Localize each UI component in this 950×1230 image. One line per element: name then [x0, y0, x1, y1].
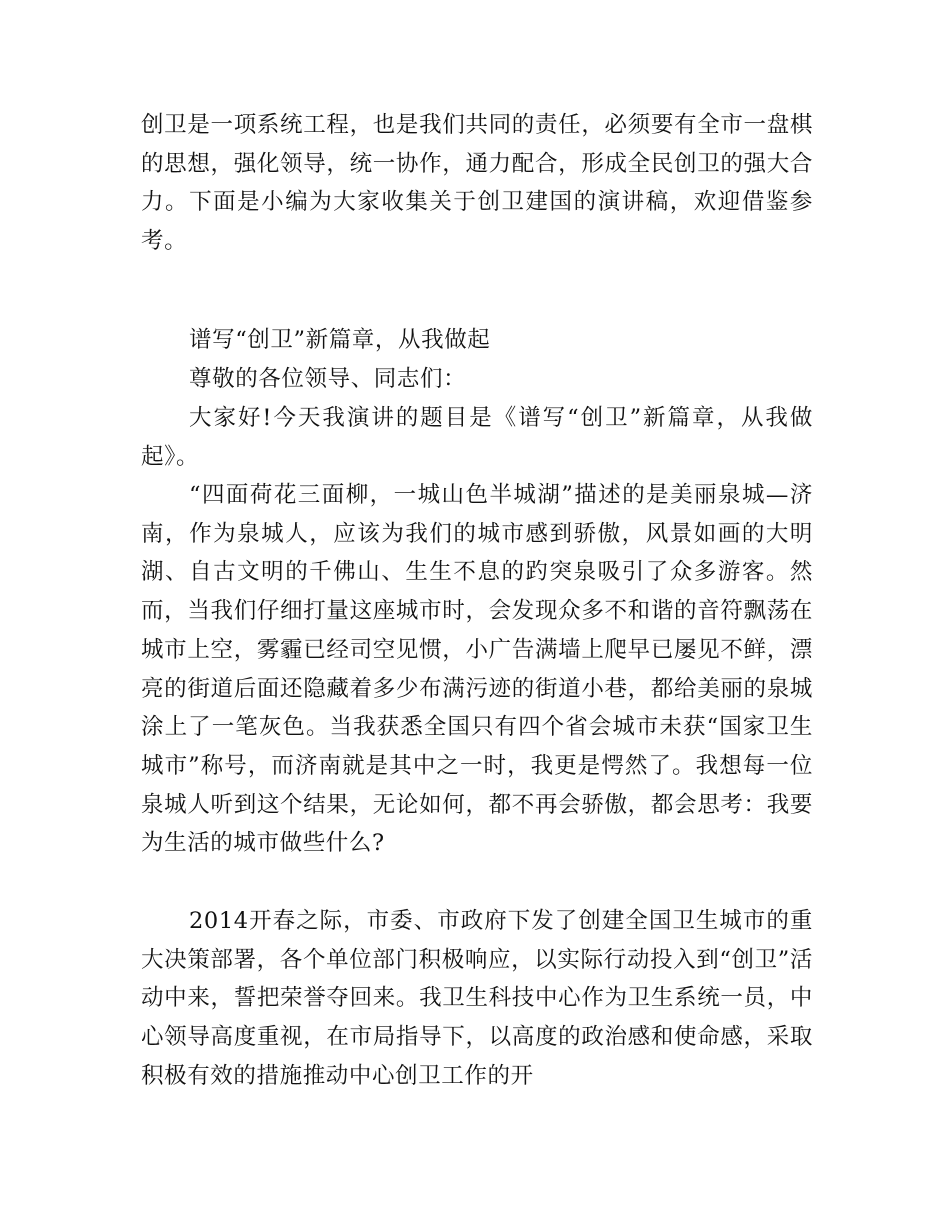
- speech-title: 谱写“创卫”新篇章，从我做起: [189, 327, 491, 353]
- greeting-line: 尊敬的各位领导、同志们：: [189, 366, 467, 392]
- body-paragraph-1: “四面荷花三面柳，一城山色半城湖”描述的是美丽泉城—济南，作为泉城人，应该为我们的城市感到骄傲，风景如画的大明湖、自古文明的千佛山、生生不息的趵突泉吸引了众多游客。然而，当我们仔细打量这座城市时，会发现众多不和谐的音符飘荡在城市上空，雾霾已经司空见惯，小广告满墙上爬早已屡见不鲜，漂亮的街道后面还隐藏着多少布满污迹的街道小巷，都给美丽的泉城涂上了一笔灰色。当我获悉全国只有四个省会城市未获“国家卫生城市”称号，而济南就是其中之一时，我更是愕然了。我想每一位泉城人听到这个结果，无论如何，都不再会骄傲，都会思考：我要为生活的城市做些什么?: [141, 482, 813, 857]
- intro-paragraph: 创卫是一项系统工程，也是我们共同的责任，必须要有全市一盘棋的思想，强化领导，统一协作，通力配合，形成全民创卫的强大合力。下面是小编为大家收集关于创卫建国的演讲稿，欢迎借鉴参考。: [141, 112, 813, 255]
- body-paragraph-2: 2014开春之际，市委、市政府下发了创建全国卫生城市的重大决策部署，各个单位部门积极响应，以实际行动投入到“创卫”活动中来，誓把荣誉夺回来。我卫生科技中心作为卫生系统一员，中心领导高度重视，在市局指导下，以高度的政治感和使命感，采取积极有效的措施推动中心创卫工作的开: [141, 908, 813, 1089]
- opening-paragraph: 大家好!今天我演讲的题目是《谱写“创卫”新篇章，从我做起》。: [141, 405, 813, 470]
